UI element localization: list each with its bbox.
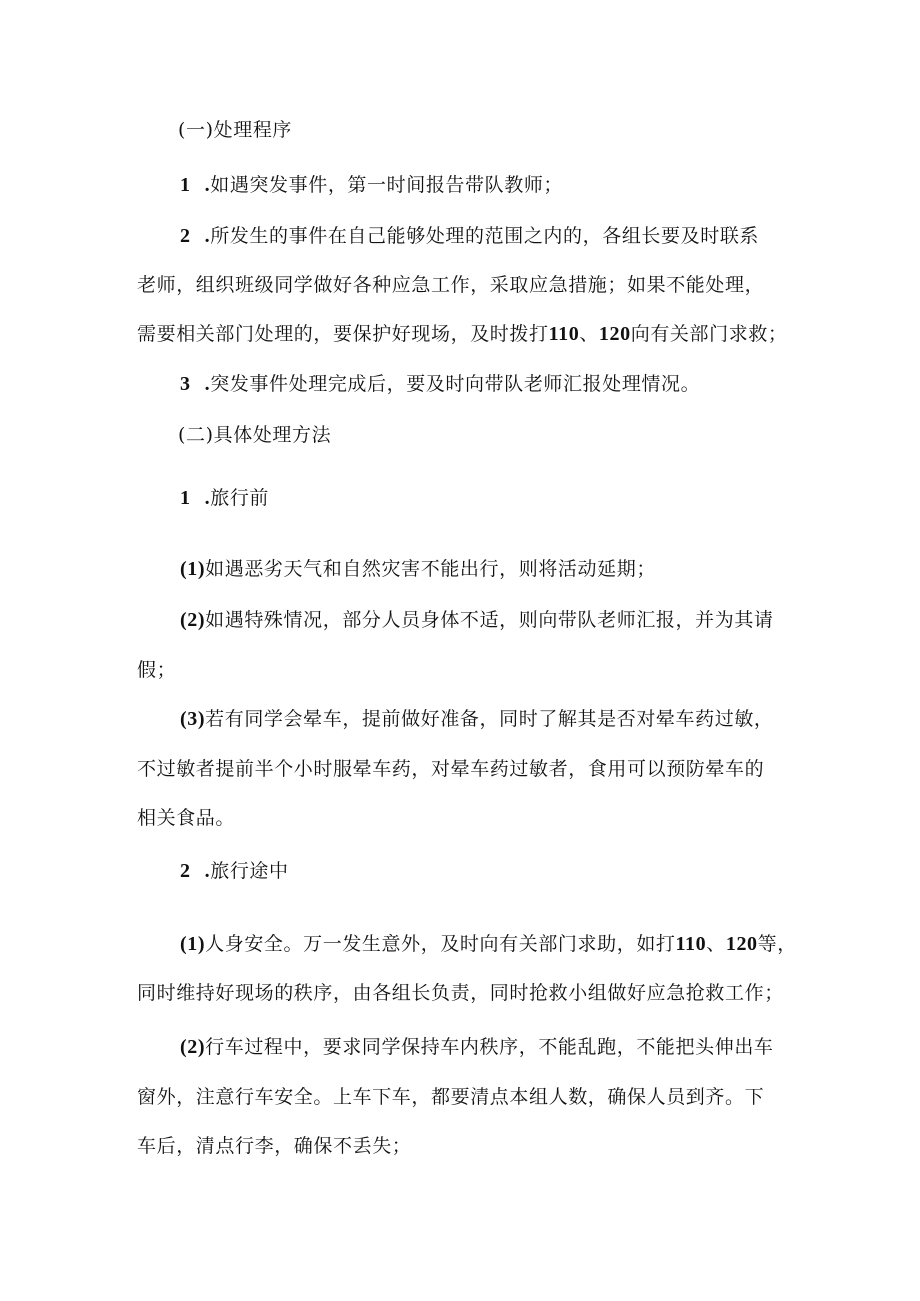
phone-110: 110 <box>548 323 580 345</box>
item-number: 3 <box>180 373 191 395</box>
item-number: 1 <box>180 174 191 196</box>
para-label: (3) <box>180 708 206 730</box>
section2-heading: (二)具体处理方法 <box>178 424 332 446</box>
section1-heading: (一)处理程序 <box>178 119 293 141</box>
section1-item-3: 3 .突发事件处理完成后，要及时向带队老师汇报处理情况。 <box>180 373 701 395</box>
para-label: (2) <box>180 1036 206 1058</box>
sub-number: 1 <box>180 487 191 509</box>
sub2-p2-line2: 窗外，注意行车安全。上车下车，都要清点本组人数，确保人员到齐。下 <box>137 1086 765 1108</box>
sub2-title: 2 .旅行途中 <box>180 860 289 882</box>
section1-item-2-line1: 2 .所发生的事件在自己能够处理的范围之内的，各组长要及时联系 <box>180 225 760 247</box>
phone-110: 110 <box>675 933 707 955</box>
sub1-title: 1 .旅行前 <box>180 487 270 509</box>
sub1-p3-line1: (3)若有同学会晕车，提前做好准备，同时了解其是否对晕车药过敏， <box>180 708 774 730</box>
section1-item-1: 1 .如遇突发事件，第一时间报告带队教师； <box>180 174 564 196</box>
phone-120: 120 <box>725 933 758 955</box>
sub2-p2-line3: 车后，清点行李，确保不丢失； <box>137 1135 412 1157</box>
section1-item-2-line3: 需要相关部门处理的，要保护好现场，及时拨打110、120向有关部门求救； <box>137 323 788 345</box>
phone-120: 120 <box>598 323 631 345</box>
item-text: 如遇突发事件，第一时间报告带队教师； <box>210 174 564 196</box>
section1-item-2-line2: 老师，组织班级同学做好各种应急工作，采取应急措施；如果不能处理， <box>137 274 765 296</box>
item-number: 2 <box>180 225 191 247</box>
para-label: (1) <box>180 933 206 955</box>
sub-number: 2 <box>180 860 191 882</box>
item-text: 所发生的事件在自己能够处理的范围之内的，各组长要及时联系 <box>210 225 760 247</box>
sub2-p1-line2: 同时维持好现场的秩序，由各组长负责，同时抢救小组做好应急抢救工作； <box>137 982 784 1004</box>
sub1-p1: (1)如遇恶劣天气和自然灾害不能出行，则将活动延期； <box>180 558 656 580</box>
para-label: (2) <box>180 609 206 631</box>
para-label: (1) <box>180 558 206 580</box>
sub1-p3-line3: 相关食品。 <box>137 807 236 829</box>
item-text: 突发事件处理完成后，要及时向带队老师汇报处理情况。 <box>210 373 701 395</box>
sub1-p2-line1: (2)如遇特殊情况，部分人员身体不适，则向带队老师汇报，并为其请 <box>180 609 774 631</box>
sub2-p1-line1: (1)人身安全。万一发生意外，及时向有关部门求助，如打110、120等， <box>180 933 797 955</box>
sub1-p2-line2: 假； <box>137 659 177 681</box>
sub1-p3-line2: 不过敏者提前半个小时服晕车药，对晕车药过敏者，食用可以预防晕车的 <box>137 758 765 780</box>
sub2-p2-line1: (2)行车过程中，要求同学保持车内秩序，不能乱跑，不能把头伸出车 <box>180 1036 774 1058</box>
